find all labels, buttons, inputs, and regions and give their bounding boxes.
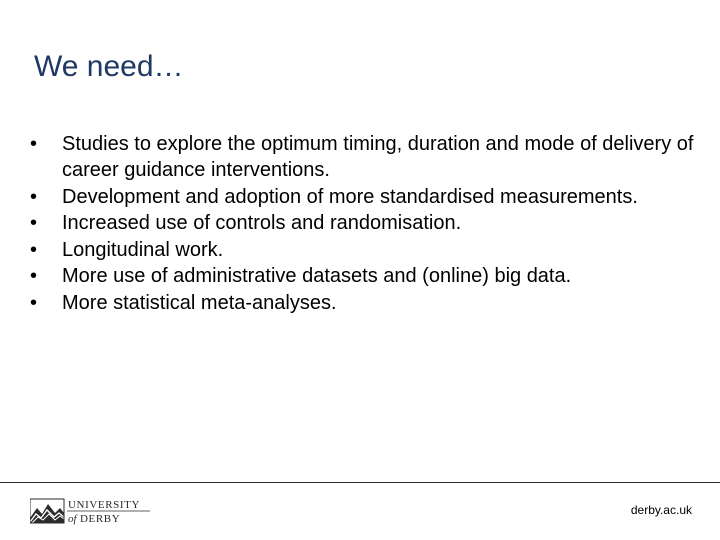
bullet-item bbox=[30, 210, 700, 236]
bullet-list bbox=[30, 131, 700, 316]
university-logo bbox=[30, 496, 155, 526]
bullet-text: Longitudinal work. bbox=[62, 238, 224, 261]
bullet-text: More statistical meta-analyses. bbox=[62, 291, 337, 314]
derby-mountain-logo-icon bbox=[30, 499, 64, 523]
bullet-item bbox=[30, 290, 700, 316]
bullet-marker: • bbox=[30, 212, 38, 234]
bullet-item bbox=[30, 131, 700, 183]
bullet-marker: • bbox=[30, 265, 38, 287]
bullet-item bbox=[30, 263, 700, 289]
slide-title: We need… bbox=[34, 50, 184, 83]
footer-divider bbox=[0, 482, 720, 483]
logo-line2-prefix: of bbox=[68, 513, 77, 525]
bullet-marker: • bbox=[30, 238, 38, 261]
bullet-item bbox=[30, 237, 700, 263]
bullet-text: More use of administrative datasets and (online) big data. bbox=[62, 265, 572, 287]
bullet-item bbox=[30, 184, 700, 210]
bullet-text: Development and adoption of more standardised measurements. bbox=[62, 185, 638, 208]
logo-line1: UNIVERSITY bbox=[68, 499, 140, 511]
footer-url[interactable]: derby.ac.uk bbox=[630, 503, 692, 517]
bullet-text: Increased use of controls and randomisation. bbox=[62, 212, 462, 234]
bullet-marker: • bbox=[30, 185, 38, 208]
bullet-marker: • bbox=[30, 291, 38, 314]
bullet-marker: • bbox=[30, 133, 38, 155]
logo-line2-name: DERBY bbox=[80, 513, 121, 525]
bullet-text: Studies to explore the optimum timing, duration and mode of delivery of career guidance interventions. bbox=[62, 133, 694, 181]
